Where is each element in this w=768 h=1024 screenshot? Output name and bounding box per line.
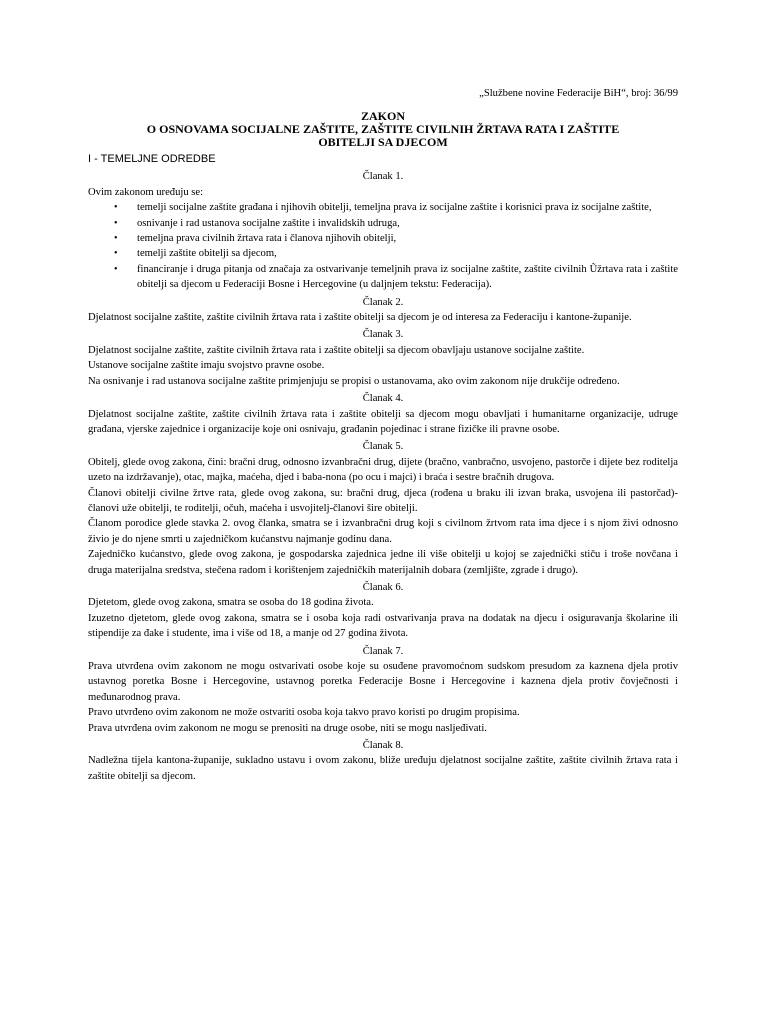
paragraph: Obitelj, glede ovog zakona, čini: bračni drug, odnosno izvanbračni drug, dijete (bračno, vanbračno, usvojeno, pastorče i dijete bez roditelja uzeto na izdržavanje), otac, majka, maćeha, djed i baba-nona (po ocu i majci) i braća i sestre bračnih drugova. bbox=[88, 456, 678, 484]
paragraph: Zajedničko kućanstvo, glede ovog zakona, je gospodarska zajednica jedne ili više obitelji u kojoj se zajednički stiču i troše novčana i druga materijalna sredstva, stečena radom i korištenjem zajedničkih materijalnih dobara (zemljište, zgrade i drugo). bbox=[88, 549, 678, 576]
title-line-2: O OSNOVAMA SOCIJALNE ZAŠTITE, ZAŠTITE CIVILNIH ŽRTAVA RATA I ZAŠTITE bbox=[146, 122, 620, 137]
paragraph: Djelatnost socijalne zaštite, zaštite civilnih žrtava rata i zaštite obitelji sa djecom je od interesa za Federaciju i kantone-županije. bbox=[88, 312, 632, 324]
article-heading: Članak 3. bbox=[362, 329, 404, 341]
article-heading: Članak 7. bbox=[362, 645, 404, 657]
article-7 bbox=[88, 644, 678, 736]
article-heading: Članak 2. bbox=[362, 296, 404, 308]
list-item: • temelji socijalne zaštite građana i njihovih obitelji, temeljna prava iz socijalne zaštite i korisnici prava iz socijalne zaštite, bbox=[88, 200, 678, 215]
paragraph: Djetetom, glede ovog zakona, smatra se osoba do 18 godina života. bbox=[88, 597, 374, 609]
paragraph: Djelatnost socijalne zaštite, zaštite civilnih žrtava rata i zaštite obitelji sa djecom obavljaju ustanove socijalne zaštite. bbox=[88, 344, 585, 356]
article-1 bbox=[88, 169, 678, 292]
paragraph: Članovi obitelji civilne žrtve rata, glede ovog zakona, su: bračni drug, djeca (rođena u braku ili izvan braka, usvojena ili pastorčad)-članovi uže obitelji, te roditelji, očuh, maćeha i usvojitelj-članovi šire obitelji. bbox=[88, 487, 678, 514]
paragraph: Prava utvrđena ovim zakonom ne mogu ostvarivati osobe koje su osuđene pravomoćnom sudskom presudom za kaznena djela protiv ustavnog poretka Bosne i Hercegovine, ustavnog poretka Federacije Bosne i Hercegovine i kaznena djela protiv čovječnosti i međunarodnog prava. bbox=[88, 661, 678, 703]
list-item: • financiranje i druga pitanja od značaja za ostvarivanje temeljnih prava iz socijalne zaštite, zaštite civilnih Ũžrtava rata i zaštite obitelji sa djecom u Federaciji Bosne i Hercegovine (u daljnjem tekstu: Federacija). bbox=[88, 262, 678, 293]
article-heading: Članak 6. bbox=[362, 581, 404, 593]
paragraph: Djelatnost socijalne zaštite, zaštite civilnih žrtava rata i zaštite obitelji sa djecom mogu obavljati i humanitarne organizacije, udruge građana, vjerske zajednice i organizacije koje oni osnivaju, građanin pojedinac i strane fizičke ili pravne osobe. bbox=[88, 408, 678, 435]
article-4 bbox=[88, 391, 678, 437]
paragraph: Pravo utvrđeno ovim zakonom ne može ostvariti osoba koja takvo pravo koristi po drugim propisima. bbox=[88, 707, 520, 719]
article-5 bbox=[88, 439, 678, 578]
paragraph: Prava utvrđena ovim zakonom ne mogu se prenositi na druge osobe, niti se mogu nasljeđivati. bbox=[88, 722, 487, 734]
bullet-list bbox=[88, 200, 678, 292]
gazette-reference: „Službene novine Federacije BiH“, broj: 36/99 bbox=[479, 88, 678, 99]
article-heading: Članak 1. bbox=[362, 171, 404, 183]
paragraph: Na osnivanje i rad ustanova socijalne zaštite primjenjuju se propisi o ustanovama, ako ovim zakonom nije drukčije određeno. bbox=[88, 375, 620, 387]
list-item: • osnivanje i rad ustanova socijalne zaštite i invalidskih udruga, bbox=[88, 216, 678, 231]
title-line-3: OBITELJI SA DJECOM bbox=[318, 135, 448, 150]
section-heading: I - TEMELJNE ODREDBE bbox=[88, 153, 216, 166]
document-page bbox=[88, 86, 678, 784]
list-item: • temelji zaštite obitelji sa djecom, bbox=[88, 246, 678, 261]
article-2 bbox=[88, 295, 678, 326]
article-heading: Članak 8. bbox=[362, 740, 404, 752]
paragraph: Nadležna tijela kantona-županije, sukladno ustavu i ovom zakonu, bliže uređuju djelatnost socijalne zaštite, zaštite civilnih žrtava rata i zaštite obitelji sa djecom. bbox=[88, 755, 678, 782]
paragraph: Članom porodice glede stavka 2. ovog članka, smatra se i izvanbračni drug koji s civilnom žrtvom rata ima djece i s njom živi odnosno živio je do njene smrti u zajedničkom kućanstvu najmanje godinu dana. bbox=[88, 518, 678, 545]
article-8 bbox=[88, 738, 678, 784]
title-line-1: ZAKON bbox=[360, 109, 405, 124]
article-heading: Članak 5. bbox=[362, 441, 404, 453]
law-title bbox=[88, 110, 678, 149]
paragraph: Ustanove socijalne zaštite imaju svojstvo pravne osobe. bbox=[88, 360, 325, 372]
article-heading: Članak 4. bbox=[362, 393, 404, 405]
list-item: • temeljna prava civilnih žrtava rata i članova njihovih obitelji, bbox=[88, 231, 678, 246]
paragraph: Izuzetno djetetom, glede ovog zakona, smatra se i osoba koja radi ostvarivanja prava na dodatak na djecu i osiguravanja školarine ili stipendije za đake i studente, ima i više od 18, a manje od 27 godina života. bbox=[88, 612, 678, 640]
article-3 bbox=[88, 327, 678, 389]
article-6 bbox=[88, 580, 678, 642]
article-intro: Ovim zakonom uređuju se: bbox=[88, 186, 204, 198]
